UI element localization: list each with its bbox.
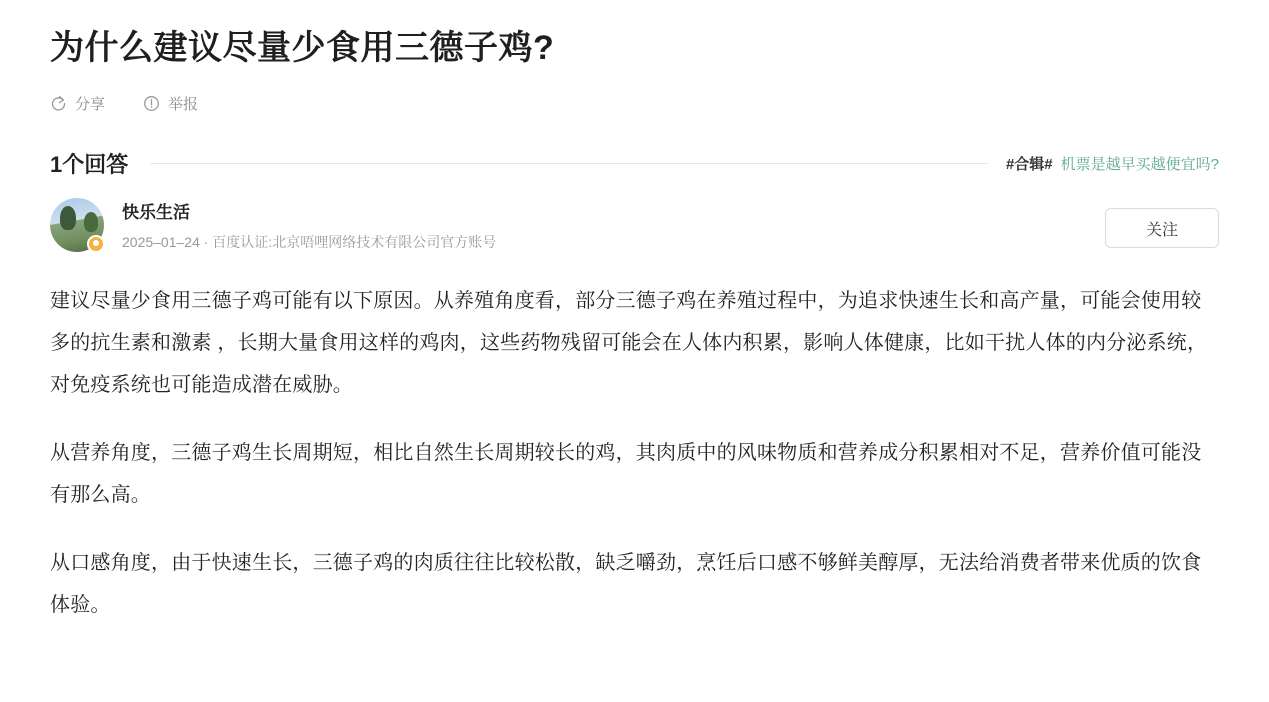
avatar-decor-tree-left xyxy=(60,206,76,230)
avatar[interactable] xyxy=(50,198,104,252)
report-button[interactable] xyxy=(143,93,198,114)
answer-paragraph: 从营养角度，三德子鸡生长周期短，相比自然生长周期较长的鸡，其肉质中的风味物质和营养成分积累相对不足，营养价值可能没有那么高。 xyxy=(50,442,1202,506)
action-bar xyxy=(50,92,1219,114)
author-name[interactable]: 快乐生活 xyxy=(122,203,190,222)
answers-count: 1个回答 xyxy=(50,151,129,177)
page-title: 为什么建议尽量少食用三德子鸡? xyxy=(50,29,555,67)
answer-body xyxy=(50,280,1219,626)
author-certification: 2025–01–24 · 百度认证:北京唔哩网络技术有限公司官方账号 xyxy=(122,234,497,250)
author-meta xyxy=(122,198,1105,252)
report-icon xyxy=(143,95,160,112)
report-label: 举报 xyxy=(168,95,199,113)
answer-paragraph: 从口感角度，由于快速生长，三德子鸡的肉质往往比较松散，缺乏嚼劲，烹饪后口感不够鲜美醇厚，无法给消费者带来优质的饮食体验。 xyxy=(50,552,1202,616)
share-button[interactable] xyxy=(50,93,105,114)
collection-tag: #合辑# xyxy=(1005,155,1053,173)
author-row xyxy=(50,198,1219,258)
collection-link[interactable]: 机票是越早买越便宜吗? xyxy=(1060,155,1219,173)
follow-button[interactable]: 关注 xyxy=(1105,208,1219,248)
answer-paragraph: 建议尽量少食用三德子鸡可能有以下原因。从养殖角度看，部分三德子鸡在养殖过程中，为追求快速生长和高产量，可能会使用较多的抗生素和激素 ，长期大量食用这样的鸡肉，这些药物残留可能会在人体内积累，影响人体健康，比如干扰人体的内分泌系统，对免疫系统也可能造成潜在威胁。 xyxy=(50,290,1208,396)
verified-badge-icon xyxy=(87,235,105,253)
answers-header xyxy=(50,148,1219,178)
share-icon xyxy=(50,95,67,112)
collection-entry[interactable] xyxy=(1006,153,1219,174)
avatar-decor-tree-right xyxy=(84,212,98,232)
share-label: 分享 xyxy=(75,95,106,113)
header-divider xyxy=(150,163,988,164)
